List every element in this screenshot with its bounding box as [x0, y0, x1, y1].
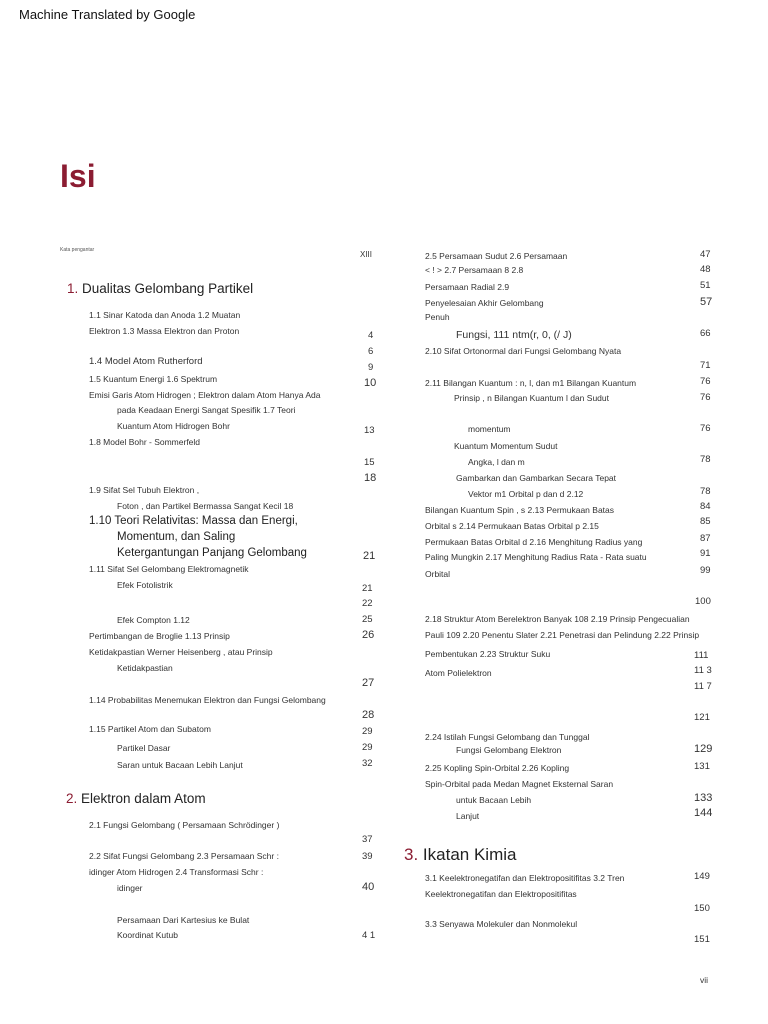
- toc-entry: untuk Bacaan Lebih: [456, 795, 532, 805]
- toc-entry: Fungsi, 111 ntm(r, 0, (/ J): [456, 329, 572, 341]
- page-number: 28: [362, 709, 375, 721]
- toc-entry: 3.1 Keelektronegatifan dan Elektropositifitas 3.2 Tren: [425, 873, 625, 883]
- toc-entry: 2.1 Fungsi Gelombang ( Persamaan Schrödinger ): [89, 820, 280, 830]
- toc-entry: Spin-Orbital pada Medan Magnet Eksternal Saran: [425, 779, 614, 789]
- toc-entry: Persamaan Dari Kartesius ke Bulat: [117, 915, 250, 925]
- page-number: 84: [700, 501, 711, 512]
- chapter-heading-3: [404, 846, 516, 863]
- toc-entry: Orbital: [425, 569, 451, 579]
- toc-entry: Pertimbangan de Broglie 1.13 Prinsip: [89, 631, 230, 641]
- page-number: 25: [362, 614, 373, 625]
- page-number: 66: [700, 328, 711, 339]
- toc-entry: < ! > 2.7 Persamaan 8 2.8: [425, 265, 524, 275]
- page-number: 87: [700, 533, 711, 544]
- toc-entry: Gambarkan dan Gambarkan Secara Tepat: [456, 473, 617, 483]
- toc-entry: Efek Compton 1.12: [117, 615, 190, 625]
- page-number: 76: [700, 423, 711, 434]
- toc-entry: 1.5 Kuantum Energi 1.6 Spektrum: [89, 374, 218, 384]
- toc-entry: 1.1 Sinar Katoda dan Anoda 1.2 Muatan: [89, 310, 241, 320]
- toc-entry: Penuh: [425, 312, 450, 322]
- page-number: 71: [700, 360, 711, 371]
- chapter-heading-1: [67, 282, 253, 296]
- toc-entry: 1.4 Model Atom Rutherford: [89, 356, 203, 367]
- page-number: 21: [363, 550, 376, 562]
- toc-entry: 2.11 Bilangan Kuantum : n, l, dan m1 Bilangan Kuantum: [425, 378, 637, 388]
- toc-entry: 2.25 Kopling Spin-Orbital 2.26 Kopling: [425, 763, 570, 773]
- toc-entry: Kuantum Momentum Sudut: [454, 441, 558, 451]
- toc-entry: Persamaan Radial 2.9: [425, 282, 510, 292]
- page-number: 85: [700, 516, 711, 527]
- page-number: 47: [700, 249, 711, 260]
- toc-entry: Prinsip , n Bilangan Kuantum l dan Sudut: [454, 393, 609, 403]
- toc-entry: Atom Polielektron: [425, 668, 492, 678]
- page-number: 37: [362, 834, 373, 845]
- page-number: 40: [362, 881, 375, 893]
- page-number: 29: [362, 742, 373, 753]
- toc-entry: 1.11 Sifat Sel Gelombang Elektromagnetik: [89, 564, 249, 574]
- page-number: 27: [362, 677, 375, 689]
- toc-entry: Bilangan Kuantum Spin , s 2.13 Permukaan Batas: [425, 505, 615, 515]
- page-number: 78: [700, 454, 711, 465]
- page-number: 11 3: [694, 665, 712, 676]
- page-number: 39: [362, 851, 373, 862]
- preface-label: Kata pengantar: [60, 247, 95, 253]
- page-number: 15: [364, 457, 375, 468]
- page-number: 10: [364, 377, 377, 389]
- page-number: 9: [368, 362, 374, 373]
- chapter-title: Ikatan Kimia: [422, 845, 517, 864]
- page-number: 22: [362, 598, 373, 609]
- toc-entry: 2.2 Sifat Fungsi Gelombang 2.3 Persamaan Schr :: [89, 851, 279, 861]
- preface-page: XIII: [360, 250, 373, 259]
- toc-entry: 1.9 Sifat Sel Tubuh Elektron ,: [89, 485, 200, 495]
- page-number: 76: [700, 376, 711, 387]
- chapter-title: Elektron dalam Atom: [81, 791, 206, 806]
- page-number: 48: [700, 264, 711, 275]
- page-number: 133: [694, 792, 713, 804]
- toc-section-heading: Ketergantungan Panjang Gelombang: [117, 547, 307, 559]
- toc-entry: Pauli 109 2.20 Penentu Slater 2.21 Penetrasi dan Pelindung 2.22 Prinsip: [425, 630, 700, 640]
- toc-entry: Efek Fotolistrik: [117, 580, 173, 590]
- toc-entry: Vektor m1 Orbital p dan d 2.12: [468, 489, 584, 499]
- page-number: 129: [694, 743, 713, 755]
- toc-entry: Partikel Dasar: [117, 743, 171, 753]
- toc-entry: Emisi Garis Atom Hidrogen ; Elektron dalam Atom Hanya Ada: [89, 390, 321, 400]
- toc-entry: Ketidakpastian Werner Heisenberg , atau Prinsip: [89, 647, 273, 657]
- toc-entry: Ketidakpastian: [117, 663, 173, 673]
- page-number: 151: [694, 934, 710, 945]
- page-number: 99: [700, 565, 711, 576]
- toc-entry: Koordinat Kutub: [117, 930, 178, 940]
- page-number: 149: [694, 871, 710, 882]
- toc-entry: Angka, l dan m: [468, 457, 525, 467]
- toc-entry: Saran untuk Bacaan Lebih Lanjut: [117, 760, 243, 770]
- toc-entry: Permukaan Batas Orbital d 2.16 Menghitung Radius yang: [425, 537, 643, 547]
- chapter-number: 1.: [67, 281, 79, 296]
- page-number: 150: [694, 903, 710, 914]
- toc-entry: Foton , dan Partikel Bermassa Sangat Kecil 18: [117, 501, 294, 511]
- page-number: 144: [694, 807, 713, 819]
- toc-entry: Orbital s 2.14 Permukaan Batas Orbital p 2.15: [425, 521, 599, 531]
- toc-entry: Elektron 1.3 Massa Elektron dan Proton: [89, 326, 240, 336]
- toc-entry: Lanjut: [456, 811, 480, 821]
- chapter-heading-2: [66, 792, 206, 806]
- translation-banner: Machine Translated by Google: [19, 7, 196, 22]
- page-number: 78: [700, 486, 711, 497]
- toc-entry: Fungsi Gelombang Elektron: [456, 745, 562, 755]
- page-number: 131: [694, 761, 710, 772]
- toc-entry: 1.14 Probabilitas Menemukan Elektron dan Fungsi Gelombang: [89, 695, 326, 705]
- toc-entry: 2.24 Istilah Fungsi Gelombang dan Tunggal: [425, 732, 590, 742]
- page-number: 4: [368, 330, 374, 341]
- page-number: 76: [700, 392, 711, 403]
- toc-entry: 2.18 Struktur Atom Berelektron Banyak 108 2.19 Prinsip Pengecualian: [425, 614, 690, 624]
- toc-entry: 2.5 Persamaan Sudut 2.6 Persamaan: [425, 251, 568, 261]
- page-number: 121: [694, 712, 710, 723]
- page-number: 32: [362, 758, 373, 769]
- toc-entry: 1.8 Model Bohr - Sommerfeld: [89, 437, 201, 447]
- toc-entry: Kuantum Atom Hidrogen Bohr: [117, 421, 230, 431]
- page-number: 91: [700, 548, 711, 559]
- chapter-number: 2.: [66, 791, 78, 806]
- toc-entry: idinger Atom Hidrogen 2.4 Transformasi Schr :: [89, 867, 264, 877]
- page-number: 4 1: [362, 930, 376, 941]
- footer-page-number: vii: [700, 975, 709, 985]
- toc-entry: idinger: [117, 883, 143, 893]
- toc-section-heading: Momentum, dan Saling: [117, 531, 236, 543]
- page-number: 11 7: [694, 681, 712, 692]
- toc-section-heading: 1.10 Teori Relativitas: Massa dan Energi,: [89, 515, 298, 527]
- page-number: 57: [700, 296, 713, 308]
- toc-entry: 1.15 Partikel Atom dan Subatom: [89, 724, 211, 734]
- page-number: 29: [362, 726, 373, 737]
- toc-entry: Pembentukan 2.23 Struktur Suku: [425, 649, 551, 659]
- page-number: 6: [368, 346, 374, 357]
- toc-entry: pada Keadaan Energi Sangat Spesifik 1.7 Teori: [117, 405, 296, 415]
- page-number: 13: [364, 425, 375, 436]
- page-number: 18: [364, 472, 377, 484]
- page-number: 26: [362, 629, 375, 641]
- toc-entry: momentum: [468, 424, 511, 434]
- page-number: 51: [700, 280, 711, 291]
- chapter-number: 3.: [404, 845, 419, 864]
- page-number: 21: [362, 583, 373, 594]
- page-number: 111: [694, 650, 709, 661]
- toc-entry: 3.3 Senyawa Molekuler dan Nonmolekul: [425, 919, 578, 929]
- page-number: 100: [695, 596, 711, 607]
- toc-entry: Keelektronegatifan dan Elektropositifitas: [425, 889, 577, 899]
- page-title: Isi: [60, 158, 96, 194]
- chapter-title: Dualitas Gelombang Partikel: [82, 281, 254, 296]
- toc-entry: Penyelesaian Akhir Gelombang: [425, 298, 544, 308]
- toc-entry: Paling Mungkin 2.17 Menghitung Radius Rata - Rata suatu: [425, 552, 647, 562]
- toc-entry: 2.10 Sifat Ortonormal dari Fungsi Gelombang Nyata: [425, 346, 622, 356]
